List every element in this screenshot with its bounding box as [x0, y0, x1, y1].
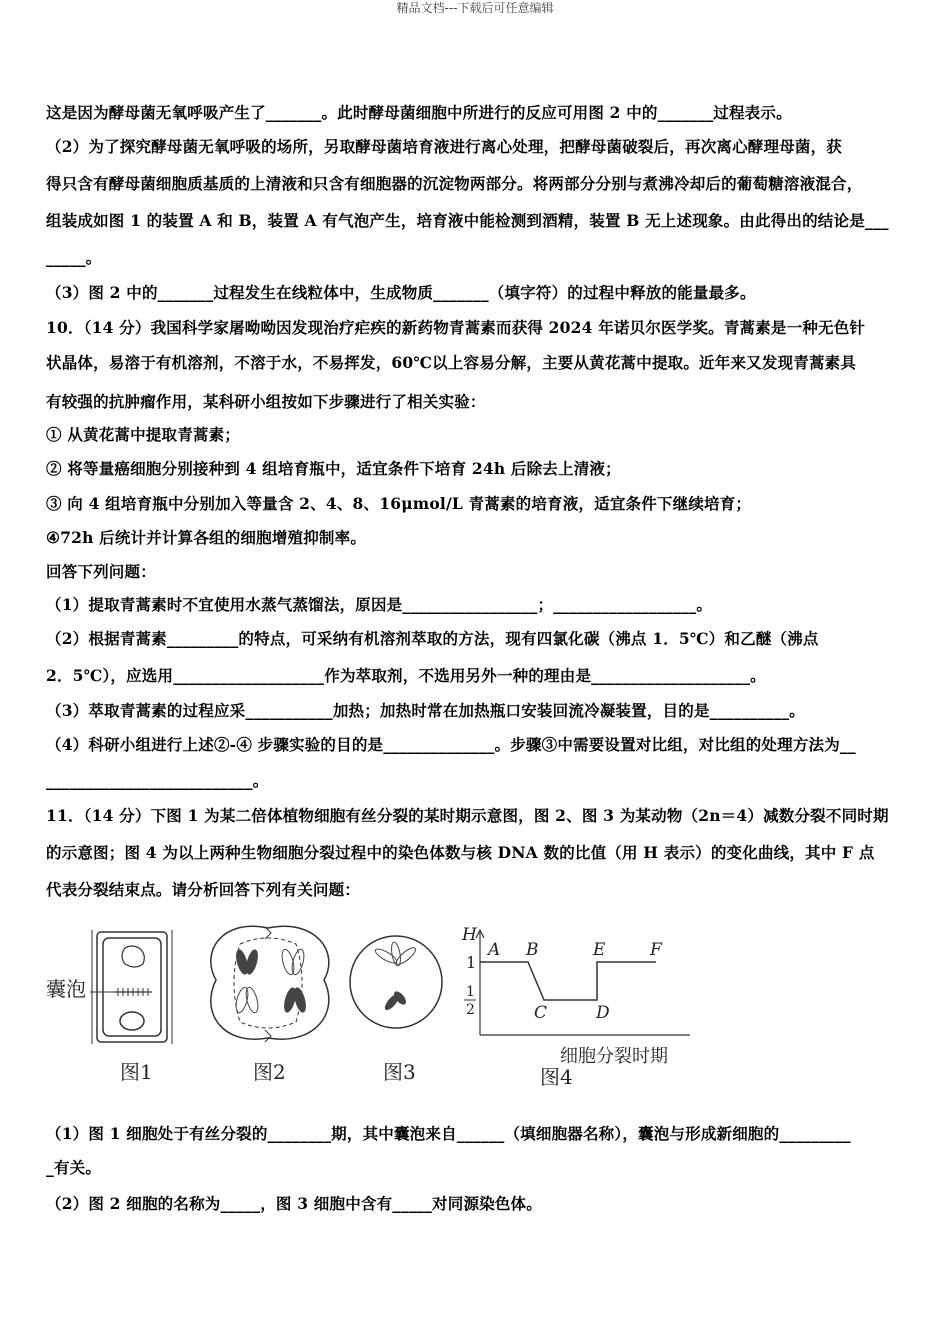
step-1: ① 从黄花蒿中提取青蒿素；	[46, 425, 240, 444]
figure-3-cell	[350, 936, 442, 1028]
vesicle-label: 囊泡	[46, 977, 86, 1001]
figure-4-curve	[480, 950, 656, 1000]
point-a-label: A	[488, 940, 501, 960]
question-10-3: （3）萃取青蒿素的过程应采___________加热；加热时常在加热瓶口安装回流冷凝装置，目的是__________。	[46, 701, 805, 720]
text-line: _有关。	[46, 1158, 102, 1177]
figure-2-chromosomes	[234, 948, 308, 1014]
text-line: 状晶体，易溶于有机溶剂，不溶于水，不易挥发，60℃以上容易分解，主要从黄花蒿中提取。近年来又发现青蒿素具	[46, 353, 857, 372]
question-11-intro: 11．（14 分）下图 1 为某二倍体植物细胞有丝分裂的某时期示意图，图 2、图 3 为某动物（2n＝4）减数分裂不同时期	[46, 806, 889, 825]
page-header: 精品文档---下载后可任意编辑	[396, 1, 554, 15]
text-line: 代表分裂结束点。请分析回答下列有关问题：	[46, 880, 361, 899]
y-tick-half-denominator: 2	[466, 1002, 475, 1018]
text-line: 的示意图；图 4 为以上两种生物细胞分裂过程中的染色体数与核 DNA 数的比值（用 H 表示）的变化曲线，其中 F 点	[46, 843, 875, 862]
figure-3-label: 图3	[383, 1060, 416, 1084]
text-line: 得只含有酵母菌细胞质基质的上清液和只含有细胞器的沉淀物两部分。将两部分分别与煮沸冷却后的葡萄糖溶液混合，	[46, 174, 863, 193]
question-10-4: （4）科研小组进行上述②-④ 步骤实验的目的是______________。步骤③中需要设置对比组，对比组的处理方法为__	[46, 735, 856, 754]
step-4: ④72h 后统计并计算各组的细胞增殖抑制率。	[46, 528, 367, 547]
y-tick-1: 1	[466, 953, 477, 972]
point-e-label: E	[593, 940, 606, 960]
step-3: ③ 向 4 组培育瓶中分别加入等量含 2、4、8、16μmol/L 青蒿素的培育液，适宜条件下继续培育；	[46, 494, 752, 513]
point-d-label: D	[596, 1003, 610, 1023]
figure-1-label: 图1	[120, 1060, 153, 1084]
figure-svg	[40, 922, 720, 1102]
point-b-label: B	[526, 940, 539, 960]
text-line: __________________________。	[46, 771, 269, 790]
figure-4-label: 图4	[540, 1065, 573, 1089]
question-10-1: （1）提取青蒿素时不宜使用水蒸气蒸馏法，原因是_________________；__________________。	[46, 595, 713, 614]
text-line: 这是因为酵母菌无氧呼吸产生了_______。此时酵母菌细胞中所进行的反应可用图 2 中的_______过程表示。	[46, 103, 792, 122]
y-tick-half-numerator: 1	[466, 984, 475, 1000]
text-line: _____。	[46, 248, 102, 267]
question-11-1: （1）图 1 细胞处于有丝分裂的________期，其中囊泡来自______（填细胞器名称），囊泡与形成新细胞的_________	[46, 1124, 851, 1143]
point-f-label: F	[650, 940, 662, 960]
text-line: 2．5℃），应选用___________________作为萃取剂，不选用另外一种的理由是____________________。	[46, 666, 766, 685]
text-line: （3）图 2 中的_______过程发生在线粒体中，生成物质_______（填字符）的过程中释放的能量最多。	[46, 283, 756, 302]
answer-prompt: 回答下列问题：	[46, 562, 156, 581]
text-line: （2）为了探究酵母菌无氧呼吸的场所，另取酵母菌培育液进行离心处理，把酵母菌破裂后，再次离心酵理母菌，获	[46, 137, 842, 156]
x-axis-label: 细胞分裂时期	[560, 1046, 668, 1067]
cell-division-figures	[40, 922, 720, 1102]
question-11-2: （2）图 2 细胞的名称为_____，图 3 细胞中含有_____对同源染色体。	[46, 1194, 542, 1213]
point-c-label: C	[534, 1003, 548, 1023]
question-10-intro: 10．（14 分）我国科学家屠呦呦因发现治疗疟疾的新药物青蒿素而获得 2024 年诺贝尔医学奖。青蒿素是一种无色针	[46, 318, 866, 337]
text-line: 组装成如图 1 的装置 A 和 B，装置 A 有气泡产生，培育液中能检测到酒精，装置 B 无上述现象。由此得出的结论是___	[46, 211, 889, 230]
step-2: ② 将等量癌细胞分别接种到 4 组培育瓶中，适宜条件下培育 24h 后除去上清液；	[46, 459, 621, 478]
figure-2-label: 图2	[253, 1060, 286, 1084]
figure-2-dividing-cell	[211, 926, 329, 1042]
question-10-2: （2）根据青蒿素_________的特点，可采纳有机溶剂萃取的方法，现有四氯化碳（沸点 1．5℃）和乙醚（沸点	[46, 629, 819, 648]
text-line: 有较强的抗肿瘤作用，某科研小组按如下步骤进行了相关实验：	[46, 392, 486, 411]
y-axis-label: H	[462, 925, 477, 945]
figure-1-plant-cell	[90, 930, 172, 1044]
figure-3-chromosomes	[374, 941, 418, 1012]
